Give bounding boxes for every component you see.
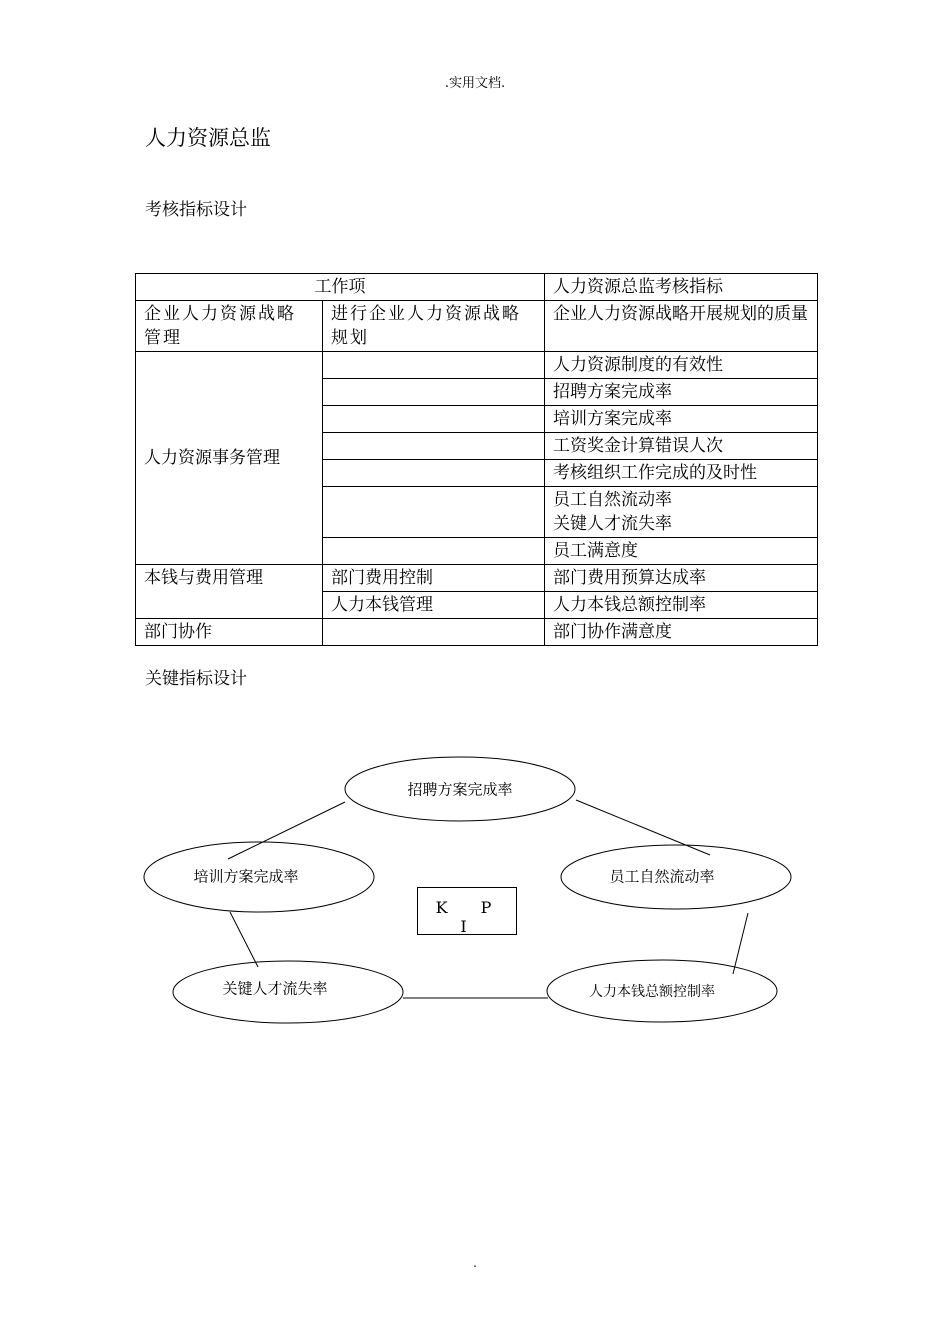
kpi-center-box: [417, 887, 517, 935]
kpi-cell: 员工满意度: [545, 538, 818, 565]
kpi-cell: 人力本钱总额控制率: [545, 592, 818, 619]
empty-cell: [323, 538, 545, 565]
kpi-table: [135, 273, 818, 646]
kpi-strategy-quality: 企业人力资源战略开展规划的质量: [545, 301, 818, 352]
table-row: [136, 352, 818, 379]
kpi-cell: 培训方案完成率: [545, 406, 818, 433]
table-row: [136, 619, 818, 646]
category-cost: 本钱与费用管理: [136, 565, 323, 619]
empty-cell: [323, 487, 545, 538]
empty-cell: [323, 433, 545, 460]
category-coop: 部门协作: [136, 619, 323, 646]
kpi-cell-pair: [545, 487, 818, 538]
empty-cell: [323, 406, 545, 433]
item-cell: 部门费用控制: [323, 565, 545, 592]
kpi-cell: 部门协作满意度: [545, 619, 818, 646]
empty-cell: [323, 619, 545, 646]
kpi-line: 关键人才流失率: [553, 514, 672, 534]
header-kpi: 人力资源总监考核指标: [545, 274, 818, 301]
node-training: 培训方案完成率: [193, 867, 299, 886]
table-row: [136, 301, 818, 352]
connector-turnover-cost: [733, 913, 748, 974]
node-cost: 人力本钱总额控制率: [589, 984, 715, 1000]
node-recruit: 招聘方案完成率: [407, 780, 513, 799]
empty-cell: [323, 352, 545, 379]
node-turnover: 员工自然流动率: [609, 867, 715, 886]
kpi-cell: 招聘方案完成率: [545, 379, 818, 406]
node-talent: 关键人才流失率: [222, 979, 328, 998]
item-strategy-planning: 进行企业人力资源战略规划: [323, 301, 545, 352]
empty-cell: [323, 379, 545, 406]
page-footer: .: [473, 1256, 477, 1270]
empty-cell: [323, 460, 545, 487]
section-heading-key-indicators: 关键指标设计: [145, 669, 247, 689]
table-row: [136, 565, 818, 592]
kpi-cell: 工资奖金计算错误人次: [545, 433, 818, 460]
document-title: 人力资源总监: [145, 126, 271, 150]
page-header: .实用文档.: [444, 76, 506, 91]
header-work-item: 工作项: [136, 274, 545, 301]
item-cell: 人力本钱管理: [323, 592, 545, 619]
connector-recruit-training: [228, 802, 345, 859]
connector-training-talent: [230, 912, 258, 967]
kpi-line: 员工自然流动率: [553, 490, 672, 510]
kpi-cell: 考核组织工作完成的及时性: [545, 460, 818, 487]
kpi-diagram: [140, 755, 800, 1035]
category-strategy: 企业人力资源战略管理: [136, 301, 323, 352]
kpi-cell: 人力资源制度的有效性: [545, 352, 818, 379]
category-affairs: 人力资源事务管理: [136, 352, 323, 565]
section-heading-assessment: 考核指标设计: [145, 200, 247, 220]
kpi-center-label: K P I: [435, 898, 506, 936]
kpi-cell: 部门费用预算达成率: [545, 565, 818, 592]
table-header-row: [136, 274, 818, 301]
